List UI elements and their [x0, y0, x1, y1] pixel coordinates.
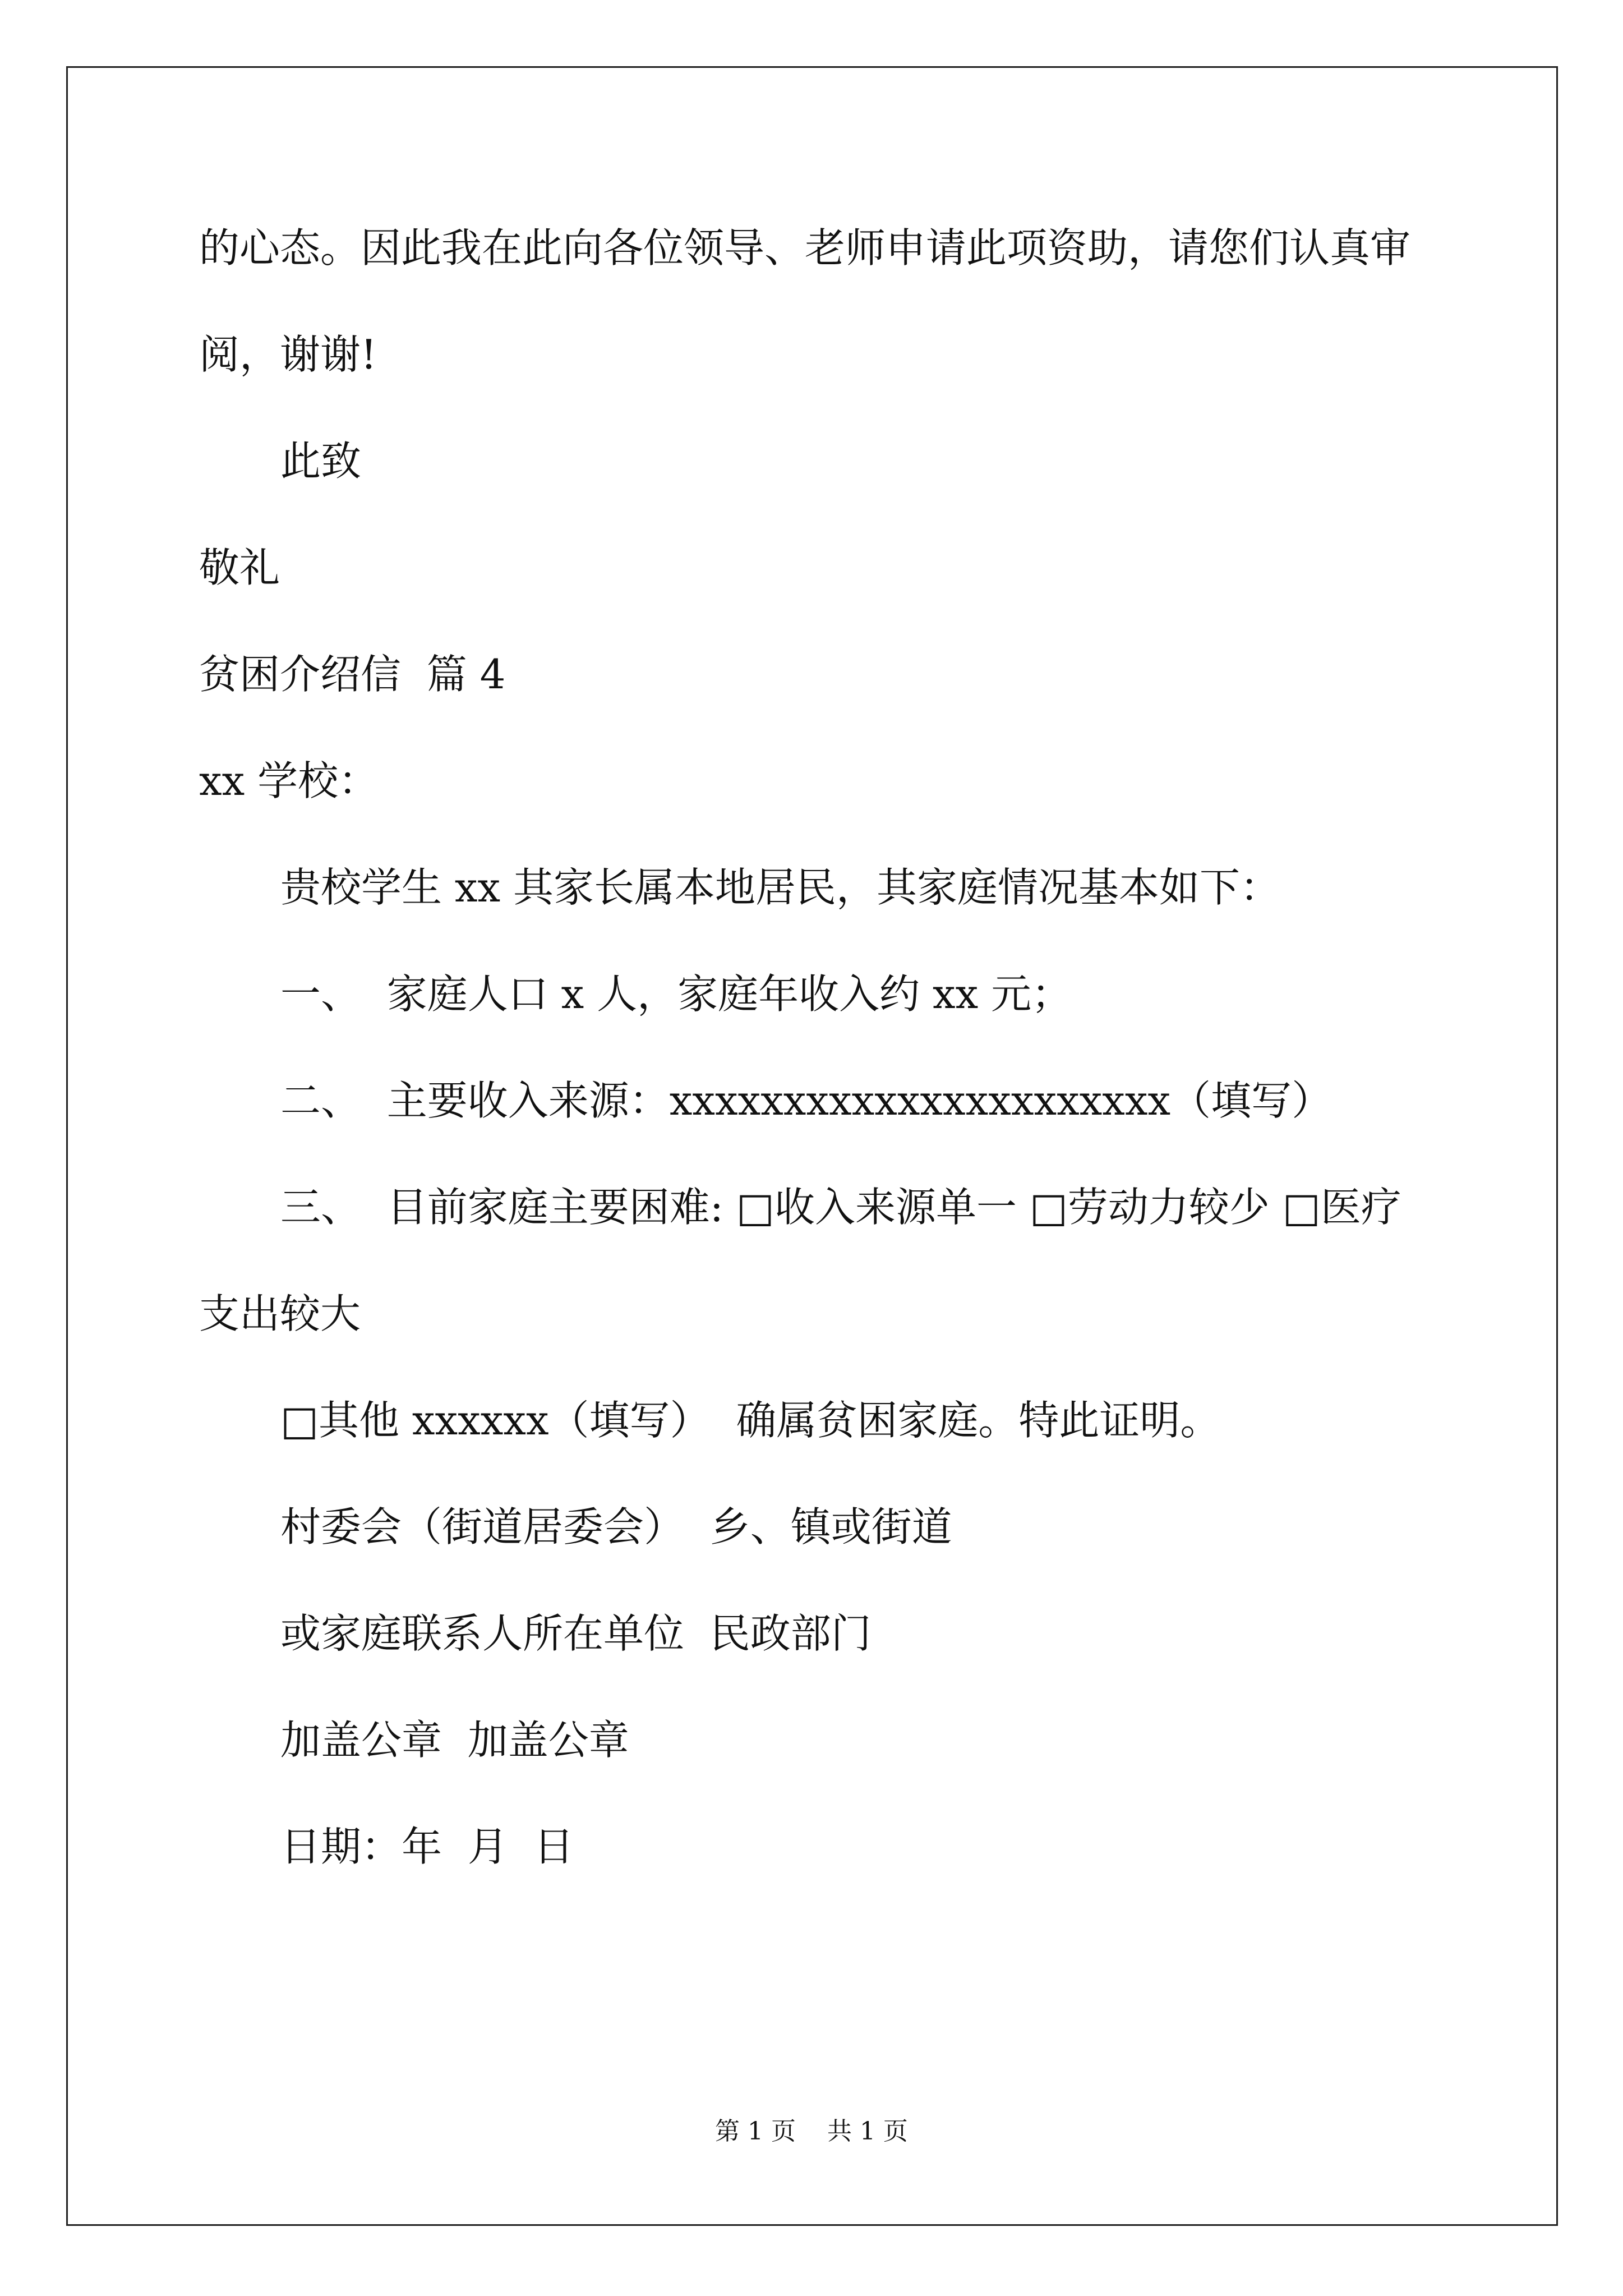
recipient: xx 学校： — [199, 757, 379, 804]
signature-row-1: 村委会（街道居委会） 乡、镇或街道 — [280, 1503, 952, 1550]
signature-row-2: 或家庭联系人所在单位 民政部门 — [280, 1610, 872, 1657]
body-line-2: 阅，谢谢! — [199, 331, 377, 378]
item-three-continued: 支出较大 — [199, 1290, 361, 1337]
item-two: 二、 主要收入来源：xxxxxxxxxxxxxxxxxxxxxx（填写） — [280, 1077, 1332, 1124]
closing-salutation: 此致 — [280, 438, 362, 485]
item-three: 三、 目前家庭主要困难: □收入来源单一 □劳动力较少 □医疗 — [280, 1184, 1401, 1231]
date-row: 日期：年 月 日 — [280, 1823, 574, 1870]
other-difficulty: □其他 xxxxxx（填写） 确属贫困家庭。特此证明。 — [280, 1397, 1221, 1444]
closing-respect: 敬礼 — [199, 544, 280, 591]
seal-row: 加盖公章 加盖公章 — [280, 1717, 629, 1764]
intro-paragraph: 贵校学生 xx 其家长属本地居民，其家庭情况基本如下： — [280, 864, 1280, 911]
section-heading: 贫困介绍信 篇 4 — [199, 651, 506, 698]
page-frame — [66, 66, 1558, 2226]
body-line-1: 的心态。因此我在此向各位领导、老师申请此项资助，请您们认真审 — [199, 224, 1411, 272]
item-one: 一、 家庭人口 x 人，家庭年收入约 xx 元； — [280, 970, 1072, 1018]
page-footer: 第 1 页 共 1 页 — [715, 2117, 908, 2146]
